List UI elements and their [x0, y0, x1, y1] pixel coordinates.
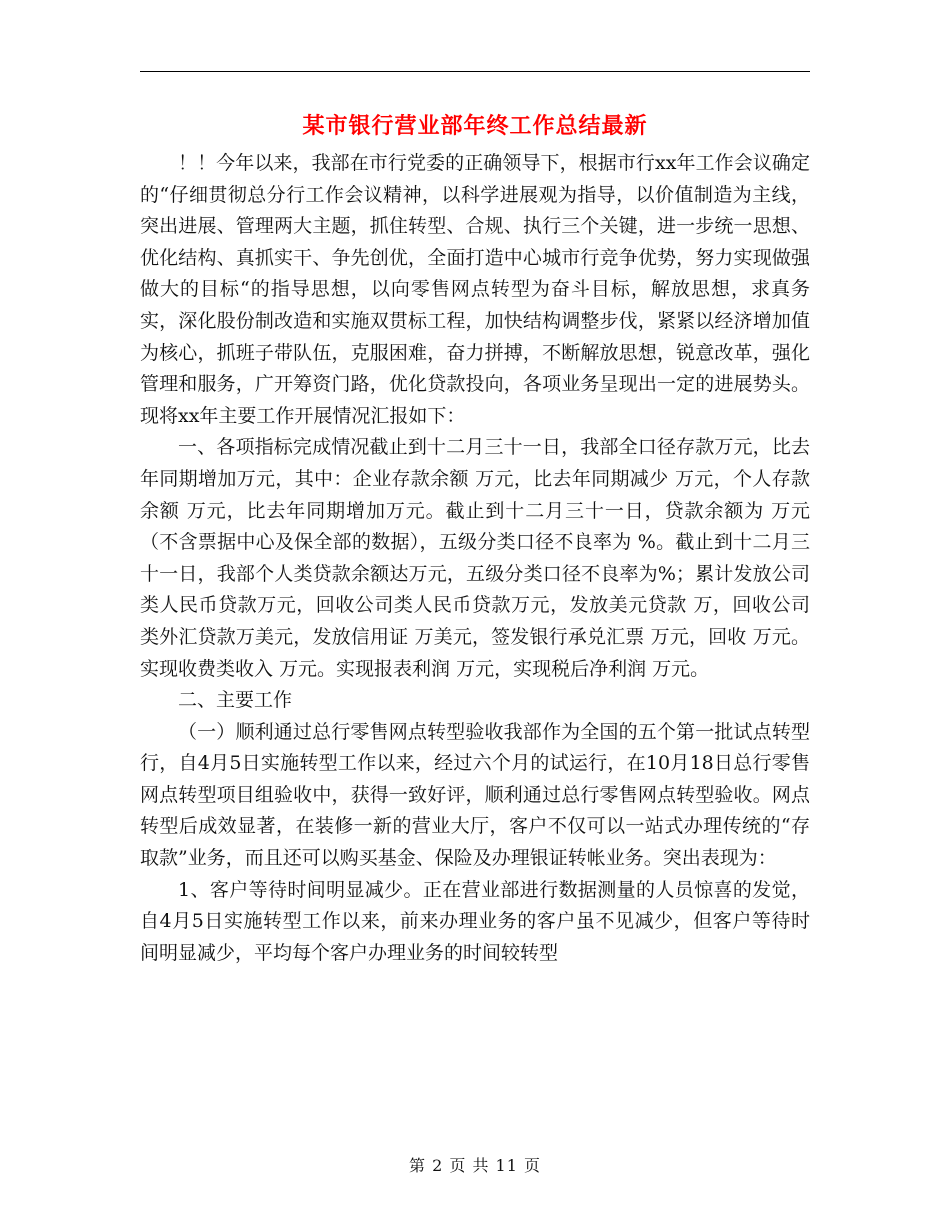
document-body — [140, 148, 810, 969]
document-title: 某市银行营业部年终工作总结最新 — [302, 113, 648, 139]
paragraph-section-heading: 二、主要工作 — [178, 689, 293, 712]
paragraph-retail-transformation: （一）顺利通过总行零售网点转型验收我部作为全国的五个第一批试点转型行，自4月5日实施转型工作以来，经过六个月的试运行，在10月18日总行零售网点转型项目组验收中，获得一致好评，顺利通过总行零售网点转型验收。网点转型后成效显著，在装修一新的营业大厅，客户不仅可以一站式办理传统的“存取款”业务，而且还可以购买基金、保险及办理银证转帐业务。突出表现为： — [140, 720, 810, 870]
paragraph-intro: ！！今年以来，我部在市行党委的正确领导下，根据市行xx年工作会议确定的“仔细贯彻总分行工作会议精神，以科学进展观为指导，以价值制造为主线，突出进展、管理两大主题，抓住转型、合规、执行三个关键，进一步统一思想、优化结构、真抓实干、争先创优，全面打造中心城市行竞争优势，努力实现做强做大的目标“的指导思想，以向零售网点转型为奋斗目标，解放思想，求真务实，深化股份制改造和实施双贯标工程，加快结构调整步伐，紧紧以经济增加值为核心，抓班子带队伍，克服困难，奋力拼搏，不断解放思想，锐意改革，强化管理和服务，广开筹资门路，优化贷款投向，各项业务呈现出一定的进展势头。现将xx年主要工作开展情况汇报如下： — [140, 152, 810, 427]
header-rule — [140, 71, 810, 72]
paragraph-waiting-time: 1、客户等待时间明显减少。正在营业部进行数据测量的人员惊喜的发觉，自4月5日实施转型工作以来，前来办理业务的客户虽不见减少，但客户等待时间明显减少，平均每个客户办理业务的时间较转型 — [140, 878, 810, 964]
page-number-footer: 第 2 页 共 11 页 — [409, 1156, 541, 1175]
paragraph-indicators: 一、各项指标完成情况截止到十二月三十一日，我部全口径存款万元，比去年同期增加万元，其中：企业存款余额 万元，比去年同期减少 万元，个人存款余额 万元，比去年同期增加万元。截止到十二月三十一日，贷款余额为 万元（不含票据中心及保全部的数据），五级分类口径不良率为 %。截止到十二月三十一日，我部个人类贷款余额达万元，五级分类口径不良率为%；累计发放公司类人民币贷款万元，回收公司类人民币贷款万元，发放美元贷款 万，回收公司类外汇贷款万美元，发放信用证 万美元，签发银行承兑汇票 万元，回收 万元。实现收费类收入 万元。实现报表利润 万元，实现税后净利润 万元。 — [140, 436, 810, 680]
